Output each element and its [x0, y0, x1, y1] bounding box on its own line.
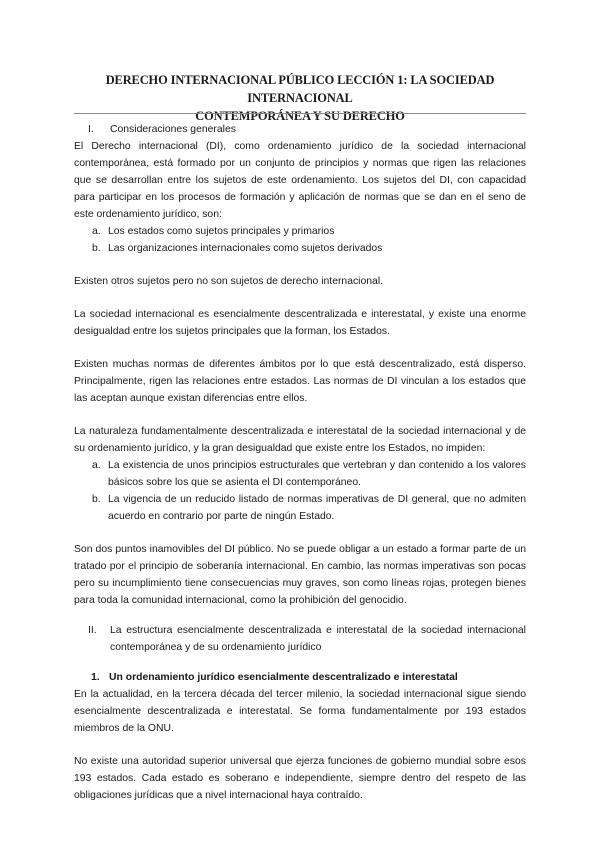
- list-item-text: La vigencia de un reducido listado de normas imperativas de DI general, que no admiten acuerdo en contrario por parte de ningún Estado.: [108, 494, 526, 522]
- paragraph: Existen otros sujetos pero no son sujetos de derecho internacional.: [74, 276, 384, 287]
- paragraph: Son dos puntos inamovibles del DI público. No se puede obligar a un estado a formar parte de un tratado por el principio de soberanía internacional. En cambio, las normas imperativas son pocas pero su incumplimiento tiene consecuencias muy graves, son como líneas rojas, protegen bienes para toda la comunidad internacional, como la prohibición del genocidio.: [74, 544, 526, 606]
- paragraph: Existen muchas normas de diferentes ámbitos por lo que está descentralizado, está disperso. Principalmente, rigen las relaciones entre estados. Las normas de DI vinculan a los estados que las aceptan aunque existan diferencias entre ellos.: [74, 359, 526, 404]
- paragraph: La sociedad internacional es esencialmente descentralizada e interestatal, y existe una enorme desigualdad entre los sujetos principales que la forman, los Estados.: [74, 309, 526, 337]
- paragraph: La naturaleza fundamentalmente descentralizada e interestatal de la sociedad internacional y de su ordenamiento jurídico, y la gran desigualdad que existe entre los Estados, no impiden:: [74, 426, 526, 454]
- section-number: II.: [88, 625, 97, 636]
- section-heading-1: [74, 121, 526, 138]
- list-item: [74, 223, 526, 240]
- list-marker: a.: [92, 226, 101, 237]
- subsection-number: 1.: [91, 672, 100, 683]
- paragraph: El Derecho internacional (DI), como ordenamiento jurídico de la sociedad internacional contemporánea, está formado por un conjunto de principios y normas que rigen las relaciones que se desarrollan entre los sujetos de este ordenamiento. Los sujetos del DI, con capacidad para participar en los procesos de formación y aplicación de normas que se dan en el seno de este ordenamiento jurídico, son:: [74, 141, 526, 220]
- section-title: Consideraciones generales: [110, 124, 236, 135]
- list-item: [74, 240, 526, 257]
- list-marker: b.: [92, 243, 101, 254]
- title-line-1: DERECHO INTERNACIONAL PÚBLICO LECCIÓN 1: LA SOCIEDAD INTERNACIONAL: [105, 73, 495, 105]
- list-item-text: La existencia de unos principios estructurales que vertebran y dan contenido a los valores básicos sobre los que se asienta el DI contemporáneo.: [108, 460, 526, 488]
- list-item-text: Las organizaciones internacionales como sujetos derivados: [108, 243, 383, 254]
- page-title: [60, 71, 540, 125]
- list-item: [74, 491, 526, 525]
- title-divider: [74, 113, 526, 114]
- list-item-text: Los estados como sujetos principales y primarios: [108, 226, 335, 237]
- section-heading-2: [74, 622, 526, 656]
- subsection-heading: [74, 669, 526, 686]
- document-body: [74, 121, 526, 804]
- list-marker: b.: [92, 494, 101, 505]
- list-marker: a.: [92, 460, 101, 471]
- title-line-2: CONTEMPORÁNEA Y SU DERECHO: [195, 109, 405, 123]
- subsection-title: Un ordenamiento jurídico esencialmente descentralizado e interestatal: [109, 672, 458, 683]
- section-number: I.: [88, 124, 94, 135]
- section-title: La estructura esencialmente descentralizada e interestatal de la sociedad internacional contemporánea y de su ordenamiento jurídico: [110, 625, 526, 653]
- paragraph: En la actualidad, en la tercera década del tercer milenio, la sociedad internacional sigue siendo esencialmente descentralizada e interestatal. Se forma fundamentalmente por 193 estados miembros de la ONU.: [74, 689, 526, 734]
- list-item: [74, 457, 526, 491]
- paragraph: No existe una autoridad superior universal que ejerza funciones de gobierno mundial sobre esos 193 estados. Cada estado es soberano e independiente, siempre dentro del respeto de las obligaciones jurídicas que a nivel internacional haya contraído.: [74, 756, 526, 801]
